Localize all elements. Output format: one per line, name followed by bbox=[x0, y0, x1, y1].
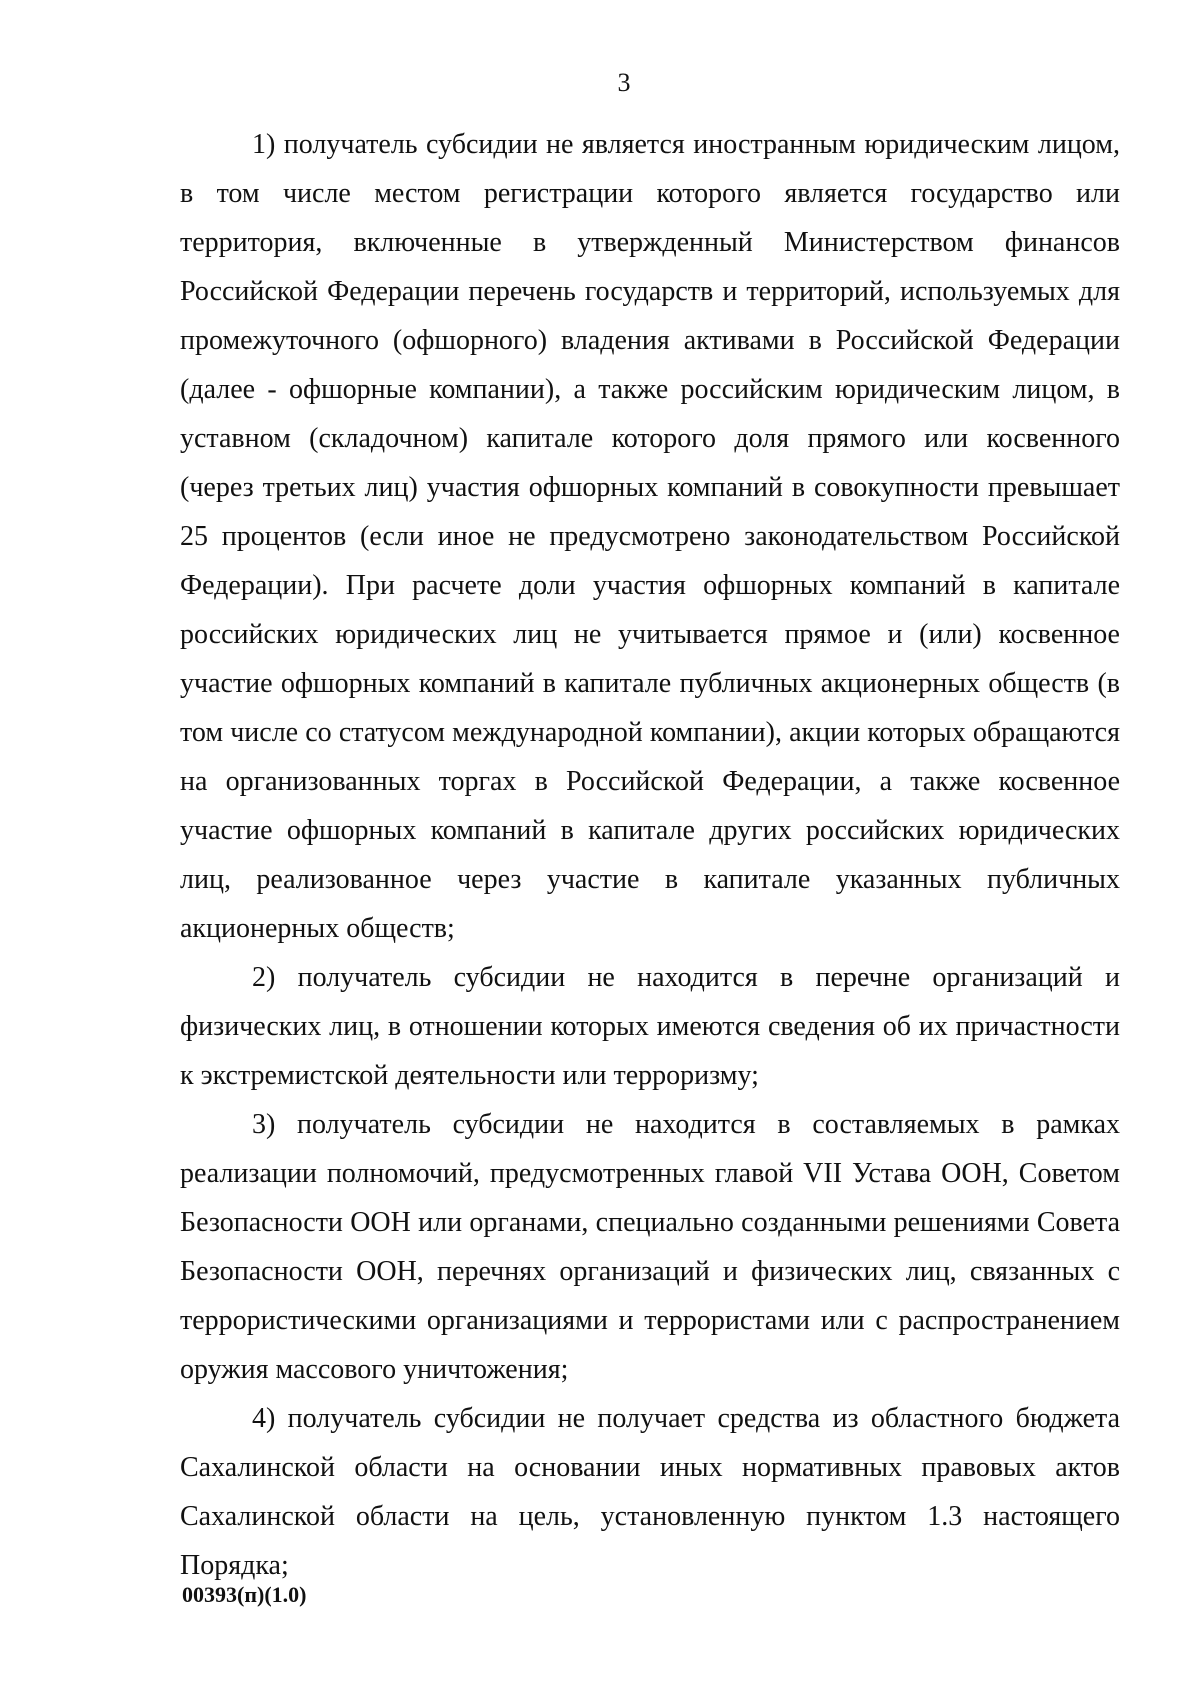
document-code: 00393(п)(1.0) bbox=[182, 1582, 307, 1607]
paragraph-item-1: 1) получатель субсидии не является иностранным юридическим лицом, в том числе местом регистрации которого является государство или территория, включенные в утвержденный Министерством финансов Российской Федерации перечень государств и территорий, используемых для промежуточного (офшорного) владения активами в Российской Федерации (далее - офшорные компании), а также российским юридическим лицом, в уставном (складочном) капитале которого доля прямого или косвенного (через третьих лиц) участия офшорных компаний в совокупности превышает 25 процентов (если иное не предусмотрено законодательством Российской Федерации). При расчете доли участия офшорных компаний в капитале российских юридических лиц не учитывается прямое и (или) косвенное участие офшорных компаний в капитале публичных акционерных обществ (в том числе со статусом международной компании), акции которых обращаются на организованных торгах в Российской Федерации, а также косвенное участие офшорных компаний в капитале других российских юридических лиц, реализованное через участие в капитале указанных публичных акционерных обществ; bbox=[180, 129, 1120, 944]
document-body bbox=[180, 120, 1120, 1590]
paragraph-item-2: 2) получатель субсидии не находится в перечне организаций и физических лиц, в отношении которых имеются сведения об их причастности к экстремистской деятельности или терроризму; bbox=[180, 962, 1120, 1091]
paragraph-item-3: 3) получатель субсидии не находится в составляемых в рамках реализации полномочий, предусмотренных главой VII Устава ООН, Советом Безопасности ООН или органами, специально созданными решениями Совета Безопасности ООН, перечнях организаций и физических лиц, связанных с террористическими организациями и террористами или с распространением оружия массового уничтожения; bbox=[180, 1109, 1120, 1385]
paragraph-item-4: 4) получатель субсидии не получает средства из областного бюджета Сахалинской области на основании иных нормативных правовых актов Сахалинской области на цель, установленную пунктом 1.3 настоящего Порядка; bbox=[180, 1403, 1120, 1581]
page-number: 3 bbox=[617, 68, 631, 97]
